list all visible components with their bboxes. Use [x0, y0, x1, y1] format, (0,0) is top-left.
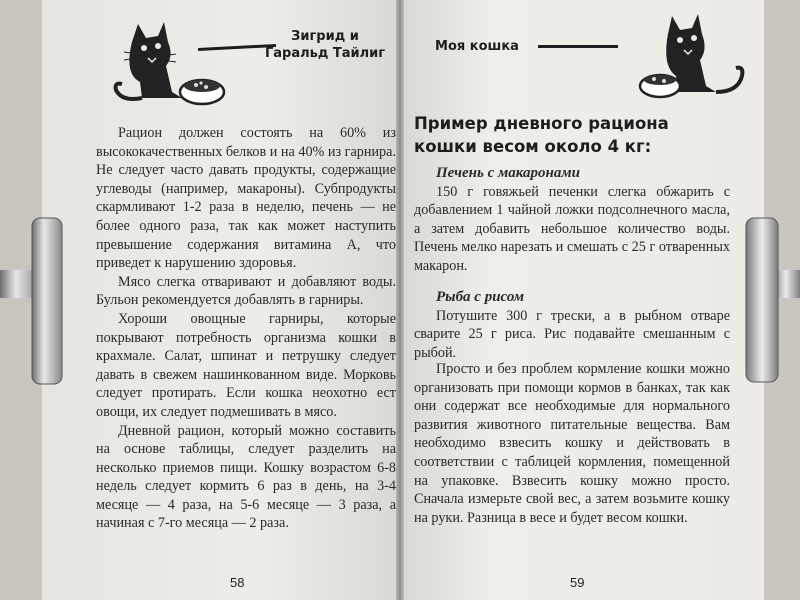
binder-clip-icon: [742, 212, 800, 388]
right-body-text: [414, 360, 730, 527]
cat-with-bowl-icon: [634, 6, 754, 106]
book-gutter: [396, 0, 404, 600]
author-line-1: Зигрид и: [291, 29, 359, 44]
book-title-header: Моя кошка: [435, 39, 519, 54]
left-body-text: [96, 124, 396, 533]
paragraph: Просто и без проблем кормление кошки можно организовать при помощи кормов в банках, так как они содержат все необходимые для нормального развития животного питательные вещества. Вам необходимо взвесить кошку и действовать в соответствии с таблицей кормления, помещенной на упаковке. Взвесить кошку можно просто. Сначала измерьте свой вес, а затем возьмите кошку на руки. Разница в весе и будет весом кошки.: [414, 361, 730, 526]
recipe-title: Печень с макаронами: [436, 165, 580, 181]
author-line-2: Гаральд Тайлиг: [264, 46, 386, 61]
recipe-text: Потушите 300 г трески, а в рыбном отваре сварите 25 г риса. Рис подавайте смешанным с рыбой.: [414, 307, 730, 361]
header-rule: [538, 45, 618, 48]
recipe-text: 150 г говяжьей печенки слегка обжарить с добавлением 1 чайной ложки подсолнечного масла, а затем добавить небольшое количество воды. Печень мелко нарезать и смешать с 25 г отваренных макарон.: [414, 183, 730, 274]
paragraph: Дневной рацион, который можно составить на основе таблицы, следует разделить на несколько приемов пищи. Кошку возрастом 6-8 недель следует кормить 6 раз в день, на 3-4 месяце — 4 раза, на 5-6 месяце — 3 раза, а начиная с 7-го месяца — 2 раза.: [96, 422, 396, 532]
recipe-2: [414, 288, 730, 362]
recipe-title: Рыба с рисом: [436, 289, 525, 305]
recipe-1: [414, 164, 730, 276]
binder-clip-icon: [0, 210, 70, 390]
page-number: 58: [230, 575, 245, 590]
right-page: [398, 0, 764, 600]
page-number: 59: [570, 575, 585, 590]
paragraph: Хороши овощные гарниры, которые покрывают потребность организма кошки в крахмале. Салат, шпинат и петрушку следует давать в свежем нашинкованном виде. Морковь следует протирать. Если кошка неохотно ест овощи, их следует подмешивать в мясо.: [96, 310, 396, 420]
paragraph: Рацион должен состоять на 60% из высококачественных белков и на 40% из гарнира. Не следует часто давать продукты, содержащие углеводы (например, макароны). Субпродукты скармливают 1-2 раза в неделю, печень — не более одного раза, так как может наступить превышение содержания витамина А, что приведет к нарушению здоровья.: [96, 125, 396, 272]
ration-heading: Пример дневного рациона кошки весом около 4 кг:: [414, 114, 669, 156]
cat-with-bowl-icon: [102, 12, 232, 112]
paragraph: Мясо слегка отваривают и добавляют воды. Бульон рекомендуется добавлять в гарниры.: [96, 273, 396, 309]
left-page: [42, 0, 404, 600]
